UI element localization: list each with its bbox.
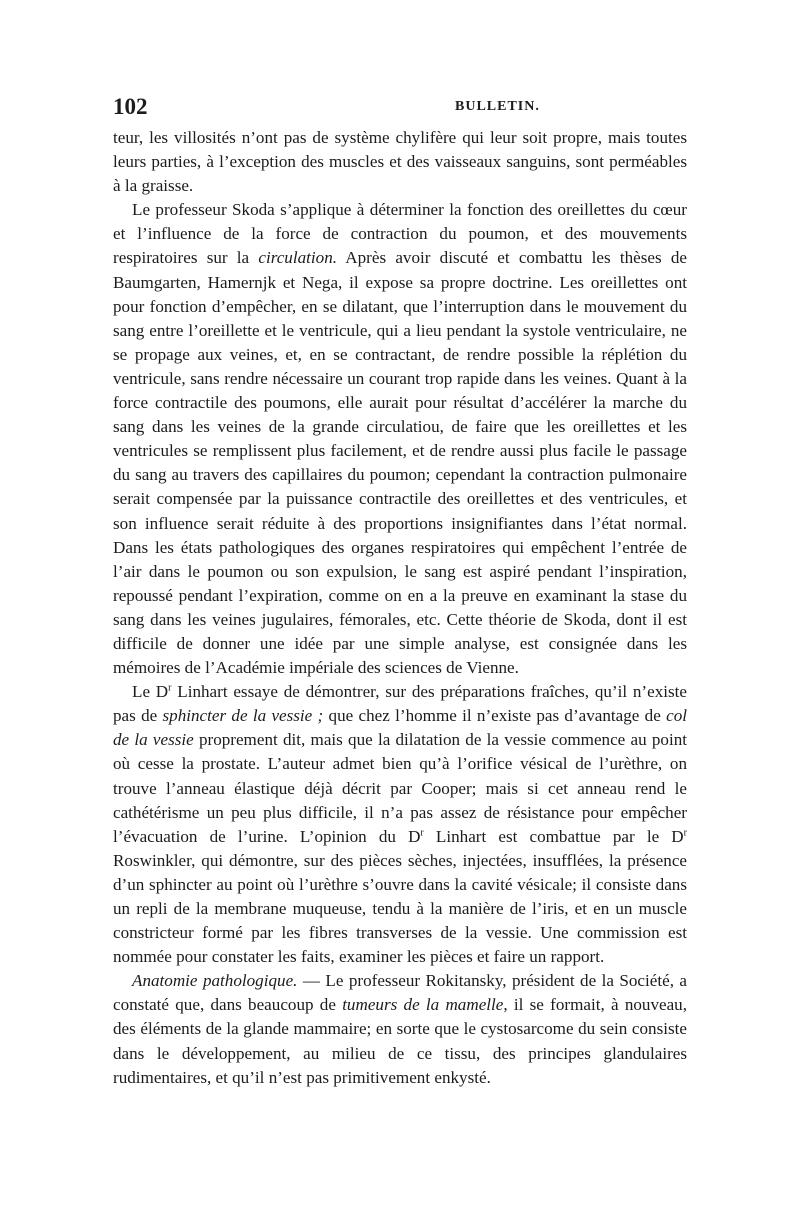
page-header: [113, 94, 683, 124]
section-heading-italic: Anatomie pathologique.: [132, 971, 298, 991]
text-run: Linhart est combattue par le D: [423, 826, 684, 846]
text-run: Après avoir discuté et combattu les thèses de Baumgarten, Hamernjk et Nega, il expose sa propre doctrine. Les oreillettes ont pour fonction d’empêcher, en se dilatant, que l’interruption dans le mouvement du sang entre l’oreillette et le ventricule, qui a lieu pendant la systole ventriculaire, ne se propage aux veines, et, en se contractant, de rendre possible la réplétion du ventricule, sans rendre nécessaire un courant trop rapide dans les veines. Quant à la force contractile des poumons, elle aurait pour résultat d’accélérer la marche du sang dans les veines de la grande circulatiou, de faire que les oreillettes et les ventricules se remplissent plus facilement, et de rendre aussi plus facile le passage du sang au travers des capillaires du poumon; cependant la contraction pulmonaire serait compensée par la puissance contractile des oreillettes et des ventricules, et son influence serait réduite à des proportions insignifiantes dans l’état normal. Dans les états pathologiques des organes respiratoires qui empêchent l’entrée de l’air dans le poumon ou son expulsion, le sang est aspiré pendant l’inspiration, repoussé pendant l’expiration, comme on en a la preuve en examinant la stase du sang dans les veines jugulaires, fémorales, etc. Cette théorie de Skoda, dont il est difficile de donner une idée par une simple analyse, est consignée dans les mémoires de l’Académie impériale des sciences de Vienne.: [113, 248, 687, 678]
superscript: r: [683, 827, 687, 839]
italic-term: sphincter de la vessie ;: [162, 706, 324, 726]
running-head: BULLETIN.: [455, 99, 540, 114]
italic-term: col de la vessie: [113, 706, 687, 750]
superscript: r: [420, 827, 424, 839]
paragraph-3: [113, 680, 687, 969]
text-run: Le D: [132, 682, 169, 702]
page-number: 102: [113, 94, 148, 119]
italic-term: circulation.: [258, 248, 338, 268]
paragraph-2: [113, 198, 687, 680]
text-run: Le professeur Skoda s’applique à déterminer la fonction des oreillettes du cœur et l’influence de la force de contraction du poumon, et des mouvements respiratoires sur la: [113, 200, 687, 268]
text-run: , il se formait, à nouveau, des éléments de la glande mammaire; en sorte que le cystosarcome du sein consiste dans le développement, au milieu de ce tissu, des principes glandulaires rudimentaires, et qu’il n’est pas primitivement enkysté.: [113, 995, 688, 1087]
text-run: — Le professeur Rokitansky, président de la Société, a constaté que, dans beaucoup de: [113, 971, 687, 1015]
paragraph-4: [113, 969, 687, 1089]
body-text: [113, 126, 687, 1090]
superscript: r: [168, 682, 172, 694]
paragraph-1: teur, les villosités n’ont pas de système chylifère qui leur soit propre, mais toutes leurs parties, à l’exception des muscles et des vaisseaux sanguins, sont perméables à la graisse.: [113, 128, 687, 196]
italic-term: tumeurs de la mamelle: [342, 995, 504, 1015]
text-run: proprement dit, mais que la dilatation de la vessie commence au point où cesse la prostate. L’auteur admet bien qu’à l’orifice vésical de l’urèthre, on trouve l’anneau élastique déjà décrit par Cooper; mais si cet anneau rend le cathétérisme un peu plus difficile, il n’a pas assez de résistance pour empêcher l’évacuation de l’urine. L’opinion du D: [113, 730, 688, 846]
text-run: que chez l’homme il n’existe pas d’avantage de: [323, 706, 667, 726]
text-run: Linhart essaye de démontrer, sur des préparations fraîches, qu’il n’existe pas de: [113, 682, 687, 726]
text-run: Roswinkler, qui démontre, sur des pièces sèches, injectées, insufflées, la présence d’un sphincter au point où l’urèthre s’ouvre dans la cavité vésicale; il consiste dans un repli de la membrane muqueuse, tendu à la manière de l’iris, et en un muscle constricteur formé par les fibres transverses de la vessie. Une commission est nommée pour constater les faits, examiner les pièces et faire un rapport.: [113, 850, 687, 967]
